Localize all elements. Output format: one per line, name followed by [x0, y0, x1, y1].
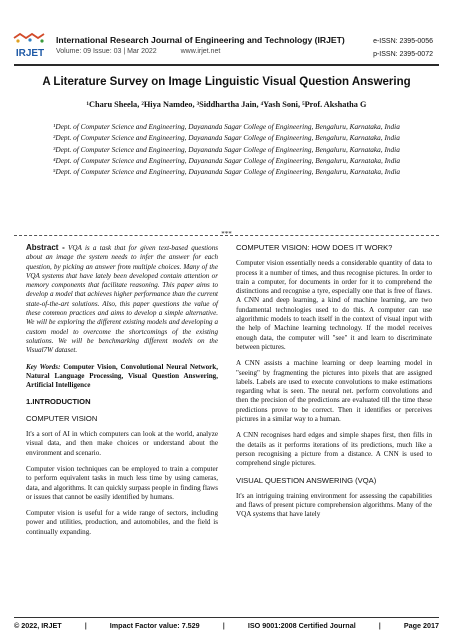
paragraph: A CNN assists a machine learning or deep learning model in "seeing" by fragmenting the pictures into pixels that are assigned labels. Labels are used to execute convolutions to make estimations regarding what is seen. The neural net. perform convolutions and then the precision of the predictions are evaluated till the time these predictions prove to be correct. Then it identifies or perceives pictures in a similar way to a human.	[236, 359, 432, 424]
irjet-logo	[10, 32, 50, 60]
page-footer	[14, 621, 439, 630]
footer-separator: |	[84, 621, 87, 630]
paragraph: It's an intriguing training environment for assessing the capabilities and flaws of present picture comprehension algorithms. Many of the VQA systems that have lately	[236, 491, 432, 519]
journal-header	[0, 0, 453, 66]
footer-separator: |	[222, 621, 225, 630]
logo-text: IRJET	[15, 48, 45, 59]
header-divider	[14, 64, 439, 66]
eissn: e-ISSN: 2395-0056	[373, 38, 433, 45]
issn-block	[373, 35, 433, 61]
abstract	[26, 243, 218, 356]
paragraph: Computer vision techniques can be employed to train a computer to perform equivalent tasks in much less time by using cameras, data, and algorithms. It can quickly surpass people in finding flaws or issues that cannot be easily identified by humans.	[26, 464, 218, 501]
footer-separator: |	[378, 621, 381, 630]
volume-line	[56, 48, 220, 55]
right-column	[236, 243, 432, 527]
keywords	[26, 363, 218, 391]
subsection-heading: COMPUTER VISION: HOW DOES IT WORK?	[236, 243, 393, 252]
abstract-text: VQA is a task that for given text-based questions about an image the system needs to infer the answer for each question, by picking an answer from multiple choices. Many of the VQA systems that have lately been developed contain attention or memory components that facilitate reasoning. This paper aims to develop a model that achieves higher performance than the current state-of-the-art solutions. Also, this paper questions the value of these common practices and aims to develop a simple alternative. We will be exploring the different existing models and developing a custom model to overcome the shortcomings of the existing solutions. We will be benchmarking different models on the Visual7W dataset.	[26, 244, 218, 355]
pissn: p-ISSN: 2395-0072	[373, 51, 433, 58]
affiliation-list	[20, 121, 433, 177]
journal-website[interactable]: www.irjet.net	[180, 48, 221, 55]
affiliation-2: ²Dept. of Computer Science and Engineering, Dayananda Sagar College of Engineering, Bengaluru, Karnataka, India	[53, 133, 400, 143]
paragraph: It's a sort of AI in which computers can look at the world, analyze visual data, and then make choices or understand about the environment and scenario.	[26, 430, 218, 457]
section-heading: 1.INTRODUCTION	[26, 397, 91, 407]
page-number: Page 2017	[403, 621, 439, 630]
left-column	[26, 243, 218, 544]
keywords-label: Key Words:	[26, 362, 61, 371]
affiliation-1: ¹Dept. of Computer Science and Engineering, Dayananda Sagar College of Engineering, Bengaluru, Karnataka, India	[53, 122, 400, 131]
journal-title: International Research Journal of Engineering and Technology (IRJET)	[56, 35, 345, 45]
affiliation-3: ³Dept. of Computer Science and Engineering, Dayananda Sagar College of Engineering, Bengaluru, Karnataka, India	[53, 144, 400, 154]
paper-title: A Literature Survey on Image Linguistic Visual Question Answering	[42, 76, 411, 88]
separator-mark: ***	[221, 230, 232, 238]
affiliation-4: ⁴Dept. of Computer Science and Engineering, Dayananda Sagar College of Engineering, Bengaluru, Karnataka, India	[52, 155, 401, 165]
footer-divider	[14, 617, 439, 618]
paragraph: Computer vision essentially needs a considerable quantity of data to process it a number of times, and thus recognise pictures. In order to train a computer, for documents in order for it to comprehend the distinctions and recognise a tyre, especially one that is free of flaws. A CNN and deep learning, a kind of machine learning, are two fundamental technologies used to do this. A computer can use algorithmic models to teach itself in the context of visual input with the help of Machine learning technology. If the model receives enough data, the computer will "see" it and learn to discriminate between pictures.	[236, 259, 432, 351]
copyright: © 2022, IRJET	[14, 621, 62, 630]
keywords-text: Computer Vision, Convolutional Neural Network, Natural Language Processing, Visual Question Answering, Artificial Intelligence	[26, 362, 218, 390]
iso-certification: ISO 9001:2008 Certified Journal	[247, 621, 356, 630]
author-list: ¹Charu Sheela, ²Hiya Namdeo, ³Siddhartha Jain, ⁴Yash Soni, ⁵Prof. Akshatha G	[86, 100, 367, 109]
subsection-heading: VISUAL QUESTION ANSWERING (VQA)	[236, 475, 377, 485]
subsection-heading: COMPUTER VISION	[26, 413, 98, 423]
paragraph: Computer vision is useful for a wide range of sectors, including power and utilities, production, and automobiles, and the field is continually expanding.	[26, 509, 218, 536]
abstract-label: Abstract -	[26, 243, 65, 252]
volume-issue: Volume: 09 Issue: 03 | Mar 2022	[56, 48, 157, 55]
paragraph: A CNN recognises hard edges and simple shapes first, then fills in the details as it performs iterations of its predictions, much like a person recognising a picture from a distance. A CNN is used to comprehend single pictures.	[236, 431, 432, 468]
impact-factor: Impact Factor value: 7.529	[109, 621, 200, 630]
affiliation-5: ⁵Dept. of Computer Science and Engineering, Dayananda Sagar College of Engineering, Bengaluru, Karnataka, India	[52, 167, 401, 177]
